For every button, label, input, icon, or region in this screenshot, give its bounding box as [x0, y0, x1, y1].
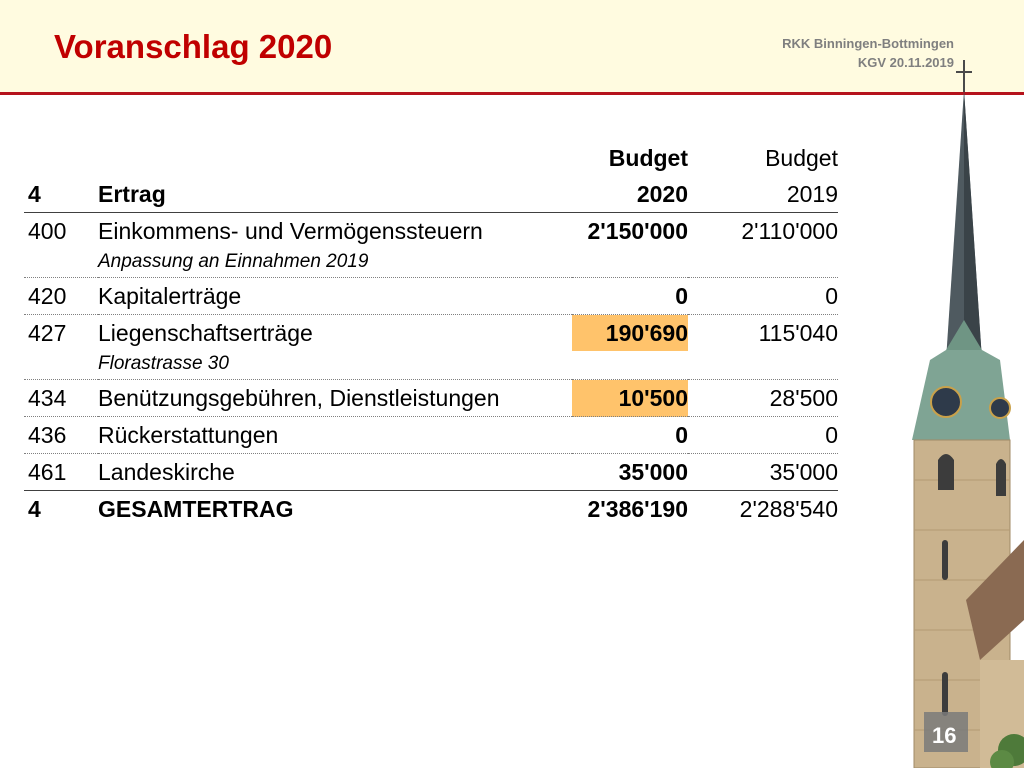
account-code: 427	[24, 315, 98, 352]
account-code: 434	[24, 380, 98, 417]
account-code: 420	[24, 278, 98, 315]
total-budget-2020: 2'386'190	[572, 491, 688, 528]
header-category: Ertrag	[98, 181, 166, 207]
table-row	[24, 380, 838, 417]
meeting-date: KGV 20.11.2019	[857, 55, 954, 70]
budget-2020-value-highlighted: 10'500	[572, 380, 688, 417]
total-row	[24, 491, 838, 528]
account-label: Liegenschaftserträge	[98, 315, 572, 352]
header-year-2019: 2019	[786, 181, 838, 207]
church-tower-image	[890, 60, 1024, 768]
page-number: 16	[932, 723, 957, 748]
account-note: Florastrasse 30	[98, 353, 229, 374]
budget-2020-value-highlighted: 190'690	[572, 315, 688, 352]
header-divider	[0, 92, 1024, 95]
account-code: 461	[24, 454, 98, 491]
total-code: 4	[24, 491, 98, 528]
organization-name: RKK Binningen-Bottmingen	[782, 36, 954, 51]
budget-2019-value: 28'500	[688, 380, 838, 417]
table-row	[24, 315, 838, 352]
total-label: GESAMTERTRAG	[98, 491, 572, 528]
budget-2020-value: 2'150'000	[572, 213, 688, 250]
budget-table	[24, 140, 838, 527]
budget-2019-value: 0	[688, 278, 838, 315]
budget-2020-value: 0	[572, 278, 688, 315]
total-budget-2019: 2'288'540	[688, 491, 838, 528]
budget-2019-value: 0	[688, 417, 838, 454]
budget-2019-value: 2'110'000	[688, 213, 838, 250]
budget-2019-value: 115'040	[688, 315, 838, 352]
account-label: Einkommens- und Vermögenssteuern	[98, 213, 572, 250]
table-header-row	[24, 140, 838, 176]
account-code: 400	[24, 213, 98, 250]
budget-2020-value: 0	[572, 417, 688, 454]
table-header-row	[24, 176, 838, 213]
account-code: 436	[24, 417, 98, 454]
table-note-row	[24, 351, 838, 380]
account-label: Rückerstattungen	[98, 417, 572, 454]
budget-2019-value: 35'000	[688, 454, 838, 491]
account-label: Benützungsgebühren, Dienstleistungen	[98, 380, 572, 417]
header-budget-2020-label: Budget	[608, 145, 688, 171]
table-row	[24, 454, 838, 491]
table-row	[24, 213, 838, 250]
table-row	[24, 417, 838, 454]
table-note-row	[24, 249, 838, 278]
account-note: Anpassung an Einnahmen 2019	[98, 251, 369, 272]
table-row	[24, 278, 838, 315]
account-label: Kapitalerträge	[98, 278, 572, 315]
header-year-2020: 2020	[636, 181, 688, 207]
account-label: Landeskirche	[98, 454, 572, 491]
header-budget-2019-label: Budget	[765, 145, 838, 171]
budget-2020-value: 35'000	[572, 454, 688, 491]
header-account-code: 4	[28, 181, 41, 207]
slide-title: Voranschlag 2020	[54, 28, 333, 65]
